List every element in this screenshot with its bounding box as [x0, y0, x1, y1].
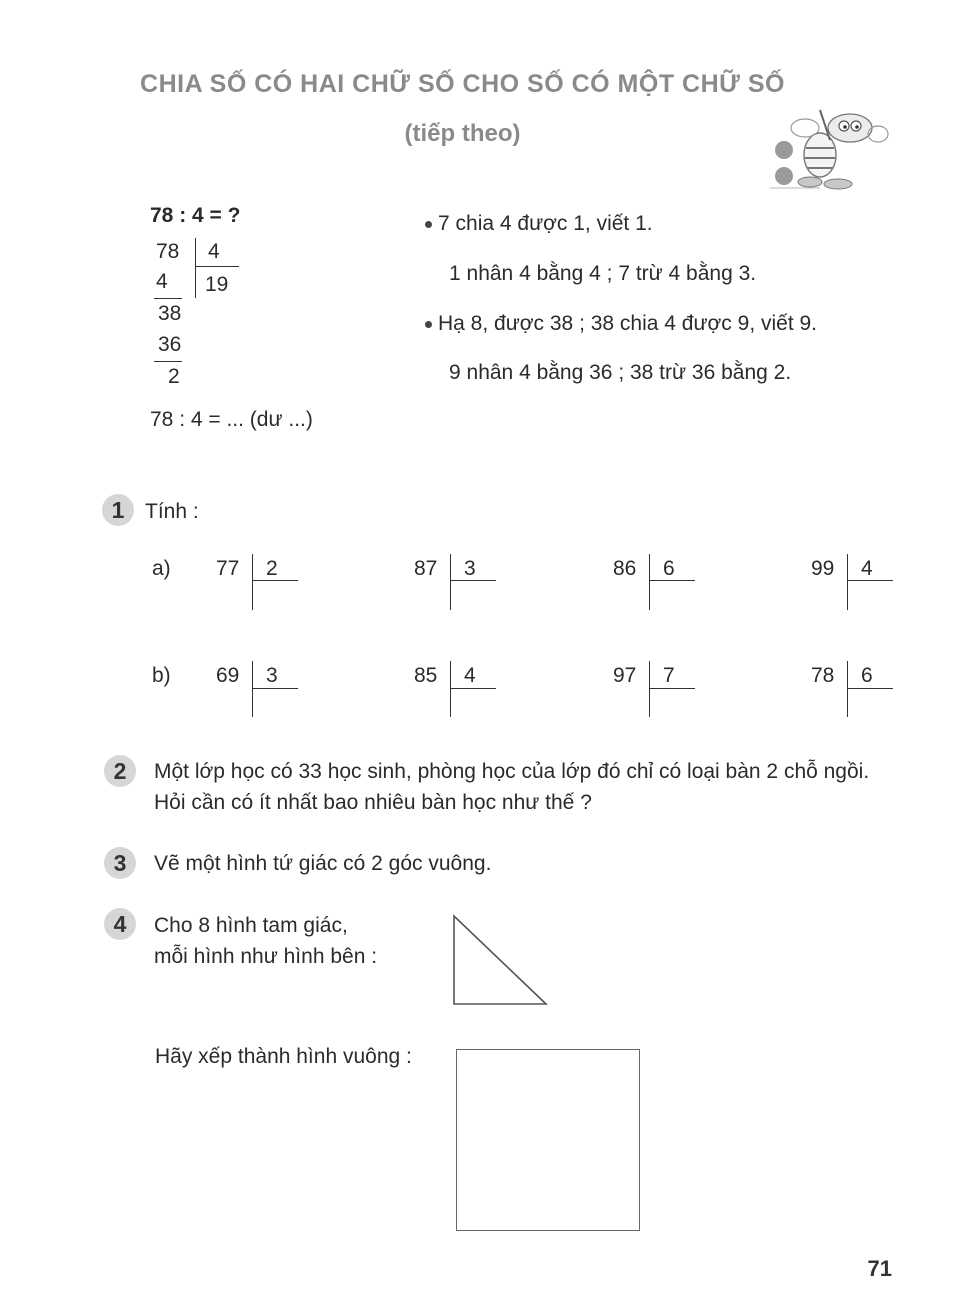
exercise-4-line1: Cho 8 hình tam giác, [154, 914, 348, 937]
row-a-label: a) [152, 557, 171, 580]
dividend: 97 [613, 664, 637, 687]
exercise-1-label: Tính : [145, 500, 199, 523]
exercise-2-line1: Một lớp học có 33 học sinh, phòng học của lớp đó chỉ có loại bàn 2 chỗ ngồi. [154, 760, 870, 783]
example-step2-sub: 36 [158, 333, 182, 356]
explanation-line: Hạ 8, được 38 ; 38 chia 4 được 9, viết 9. [425, 312, 817, 336]
exercise-2-badge: 2 [104, 755, 136, 787]
divisor: 6 [663, 557, 675, 580]
division-horizontal-line [450, 688, 496, 689]
division-vertical-line [450, 554, 451, 610]
right-triangle-shape [450, 912, 552, 1008]
example-step1-sub: 4 [156, 270, 168, 293]
row-b-label: b) [152, 664, 171, 687]
divisor: 3 [266, 664, 278, 687]
dividend: 99 [811, 557, 835, 580]
page-number: 71 [867, 1256, 892, 1281]
division-vertical-line [649, 661, 650, 717]
division-vertical-line [252, 661, 253, 717]
exercise-3-badge: 3 [104, 847, 136, 879]
page-title: CHIA SỐ CÓ HAI CHỮ SỐ CHO SỐ CÓ MỘT CHỮ SỐ [140, 70, 785, 98]
exercise-1-badge: 1 [102, 494, 134, 526]
division-vertical-line [195, 238, 196, 298]
example-divisor: 4 [208, 240, 220, 263]
divisor: 7 [663, 664, 675, 687]
division-vertical-line [847, 661, 848, 717]
division-horizontal-line [847, 688, 893, 689]
division-vertical-line [252, 554, 253, 610]
example-dividend: 78 [156, 240, 180, 263]
division-vertical-line [847, 554, 848, 610]
dividend: 77 [216, 557, 240, 580]
exercise-4-line3: Hãy xếp thành hình vuông : [155, 1045, 412, 1068]
exercise-3-text: Vẽ một hình tứ giác có 2 góc vuông. [154, 852, 492, 875]
division-vertical-line [649, 554, 650, 610]
dividend: 78 [811, 664, 835, 687]
dividend: 87 [414, 557, 438, 580]
dividend: 69 [216, 664, 240, 687]
answer-square-box [456, 1049, 640, 1231]
page-subtitle: (tiếp theo) [404, 120, 521, 147]
bee-mascot-icon [760, 100, 890, 195]
example-step2-num: 38 [158, 302, 182, 325]
division-horizontal-line [649, 688, 695, 689]
division-horizontal-line [195, 266, 239, 267]
exercise-4-badge: 4 [104, 908, 136, 940]
exercise-2-line2: Hỏi cần có ít nhất bao nhiêu bàn học như thế ? [154, 791, 592, 814]
bullet-icon [425, 221, 432, 228]
example-remainder: 2 [168, 365, 180, 388]
example-result: 78 : 4 = ... (dư ...) [150, 408, 313, 431]
subtraction-line [154, 298, 182, 299]
dividend: 86 [613, 557, 637, 580]
divisor: 3 [464, 557, 476, 580]
example-quotient: 19 [205, 273, 229, 296]
bullet-icon [425, 321, 432, 328]
example-problem: 78 : 4 = ? [150, 204, 241, 227]
exercise-4-line2: mỗi hình như hình bên : [154, 945, 378, 968]
explanation-line: 7 chia 4 được 1, viết 1. [425, 212, 653, 236]
subtraction-line [154, 361, 182, 362]
explanation-line: 9 nhân 4 bằng 36 ; 38 trừ 36 bằng 2. [449, 361, 792, 384]
division-vertical-line [450, 661, 451, 717]
divisor: 6 [861, 664, 873, 687]
explanation-line: 1 nhân 4 bằng 4 ; 7 trừ 4 bằng 3. [449, 262, 757, 285]
division-horizontal-line [252, 688, 298, 689]
divisor: 2 [266, 557, 278, 580]
divisor: 4 [464, 664, 476, 687]
dividend: 85 [414, 664, 438, 687]
divisor: 4 [861, 557, 873, 580]
